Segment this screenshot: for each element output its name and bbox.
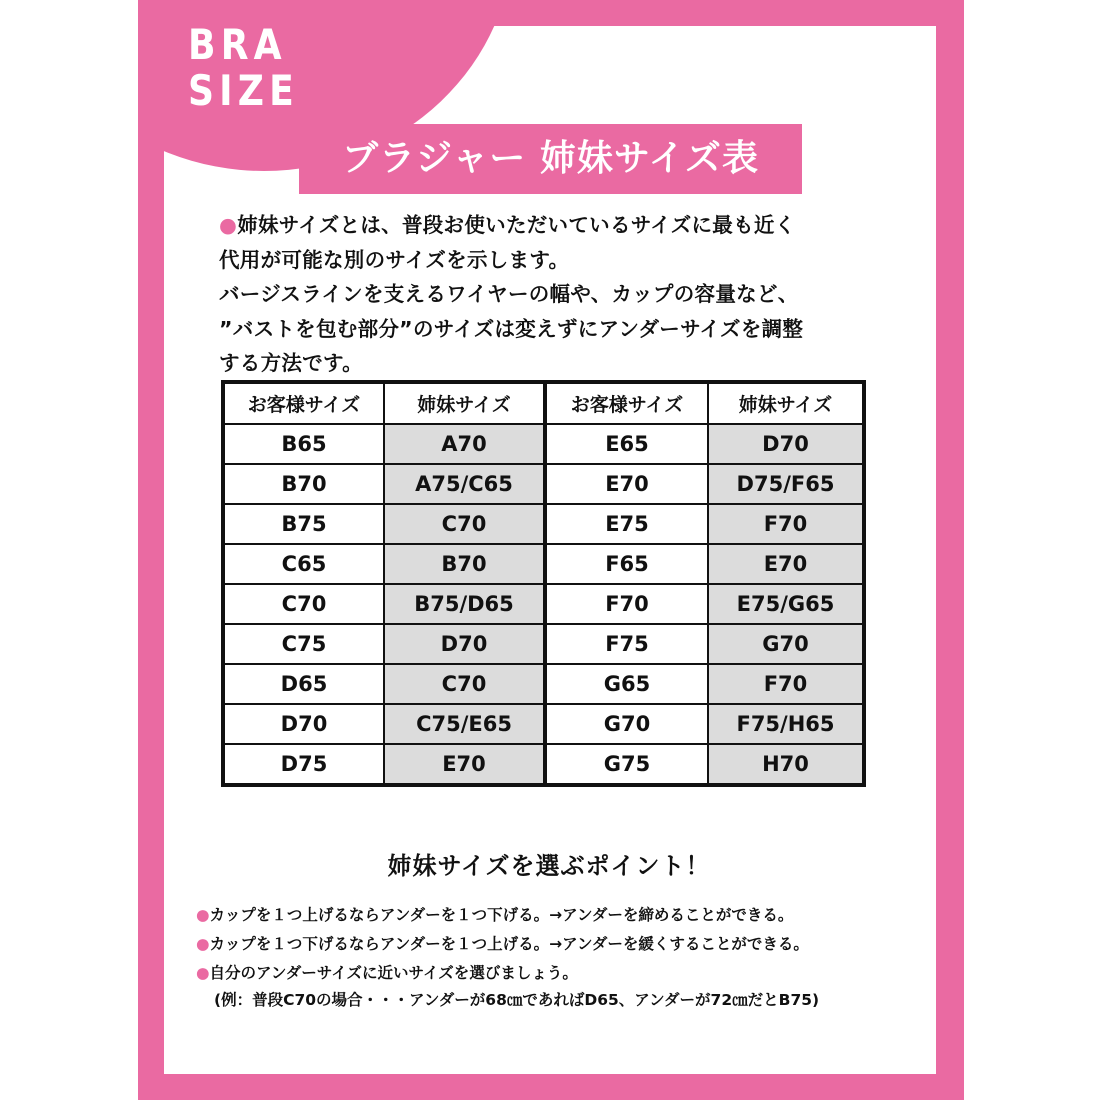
sister-size-cell: E70 bbox=[384, 744, 545, 785]
list-item: ●自分のアンダーサイズに近いサイズを選びましょう。 bbox=[196, 964, 578, 982]
sister-size-cell: E70 bbox=[708, 544, 864, 584]
table-row bbox=[223, 464, 864, 504]
table-header-row bbox=[223, 382, 864, 424]
sister-size-cell: E75/G65 bbox=[708, 584, 864, 624]
customer-size-cell: D65 bbox=[223, 664, 384, 704]
intro-line-1: ●姉妹サイズとは、普段お使いただいているサイズに最も近く bbox=[219, 213, 796, 237]
sister-size-cell: H70 bbox=[708, 744, 864, 785]
intro-line-5: する方法です。 bbox=[219, 351, 363, 375]
customer-size-cell: E70 bbox=[545, 464, 708, 504]
customer-size-cell: F70 bbox=[545, 584, 708, 624]
bra-label-line-1: BRA bbox=[188, 20, 287, 69]
customer-size-cell: C70 bbox=[223, 584, 384, 624]
list-item: ●カップを１つ下げるならアンダーを１つ上げる。→アンダーを緩くすることができる。 bbox=[196, 935, 809, 953]
intro-text bbox=[219, 208, 919, 381]
sister-size-cell: D70 bbox=[384, 624, 545, 664]
intro-line-3: バージスラインを支えるワイヤーの幅や、カップの容量など、 bbox=[219, 282, 799, 306]
sister-size-cell: F70 bbox=[708, 504, 864, 544]
page-title: ブラジャー 姉妹サイズ表 bbox=[299, 124, 802, 194]
customer-size-cell: C65 bbox=[223, 544, 384, 584]
table-row bbox=[223, 584, 864, 624]
customer-size-cell: E75 bbox=[545, 504, 708, 544]
table-row bbox=[223, 744, 864, 785]
customer-size-cell: F65 bbox=[545, 544, 708, 584]
sister-size-cell: A70 bbox=[384, 424, 545, 464]
pink-bullet-icon: ● bbox=[196, 906, 210, 924]
header-sister-size: 姉妹サイズ bbox=[384, 382, 545, 424]
customer-size-cell: B65 bbox=[223, 424, 384, 464]
sister-size-cell: B70 bbox=[384, 544, 545, 584]
header-customer-size: お客様サイズ bbox=[223, 382, 384, 424]
header-sister-size: 姉妹サイズ bbox=[708, 382, 864, 424]
table-row bbox=[223, 544, 864, 584]
header-customer-size: お客様サイズ bbox=[545, 382, 708, 424]
table-row bbox=[223, 664, 864, 704]
customer-size-cell: G70 bbox=[545, 704, 708, 744]
table-row bbox=[223, 504, 864, 544]
example-note: (例：普段C70の場合・・・アンダーが68㎝であればD65、アンダーが72㎝だとB75) bbox=[214, 991, 820, 1009]
sister-size-cell: F70 bbox=[708, 664, 864, 704]
sister-size-cell: G70 bbox=[708, 624, 864, 664]
customer-size-cell: D70 bbox=[223, 704, 384, 744]
pink-bullet-icon: ● bbox=[196, 935, 210, 953]
customer-size-cell: G75 bbox=[545, 744, 708, 785]
table-row bbox=[223, 704, 864, 744]
sister-size-cell: D70 bbox=[708, 424, 864, 464]
bra-size-label bbox=[188, 22, 299, 114]
customer-size-cell: E65 bbox=[545, 424, 708, 464]
table-row bbox=[223, 424, 864, 464]
intro-line-2: 代用が可能な別のサイズを示します。 bbox=[219, 247, 570, 272]
bra-label-line-2: SIZE bbox=[188, 66, 299, 115]
sister-size-cell: B75/D65 bbox=[384, 584, 545, 624]
list-item: ●カップを１つ上げるならアンダーを１つ下げる。→アンダーを締めることができる。 bbox=[196, 906, 794, 924]
customer-size-cell: D75 bbox=[223, 744, 384, 785]
customer-size-cell: B75 bbox=[223, 504, 384, 544]
customer-size-cell: C75 bbox=[223, 624, 384, 664]
sister-size-cell: D75/F65 bbox=[708, 464, 864, 504]
pink-bullet-icon: ● bbox=[219, 213, 238, 237]
sister-size-cell: C70 bbox=[384, 504, 545, 544]
intro-line-4: ”バストを包む部分”のサイズは変えずにアンダーサイズを調整 bbox=[219, 316, 804, 341]
sister-size-cell: A75/C65 bbox=[384, 464, 545, 504]
customer-size-cell: G65 bbox=[545, 664, 708, 704]
table-row bbox=[223, 624, 864, 664]
pink-bullet-icon: ● bbox=[196, 964, 210, 982]
points-list bbox=[196, 901, 936, 988]
sister-size-cell: C75/E65 bbox=[384, 704, 545, 744]
sister-size-cell: C70 bbox=[384, 664, 545, 704]
customer-size-cell: B70 bbox=[223, 464, 384, 504]
customer-size-cell: F75 bbox=[545, 624, 708, 664]
points-title: 姉妹サイズを選ぶポイント！ bbox=[387, 852, 711, 880]
sister-size-table bbox=[221, 380, 866, 787]
sister-size-cell: F75/H65 bbox=[708, 704, 864, 744]
